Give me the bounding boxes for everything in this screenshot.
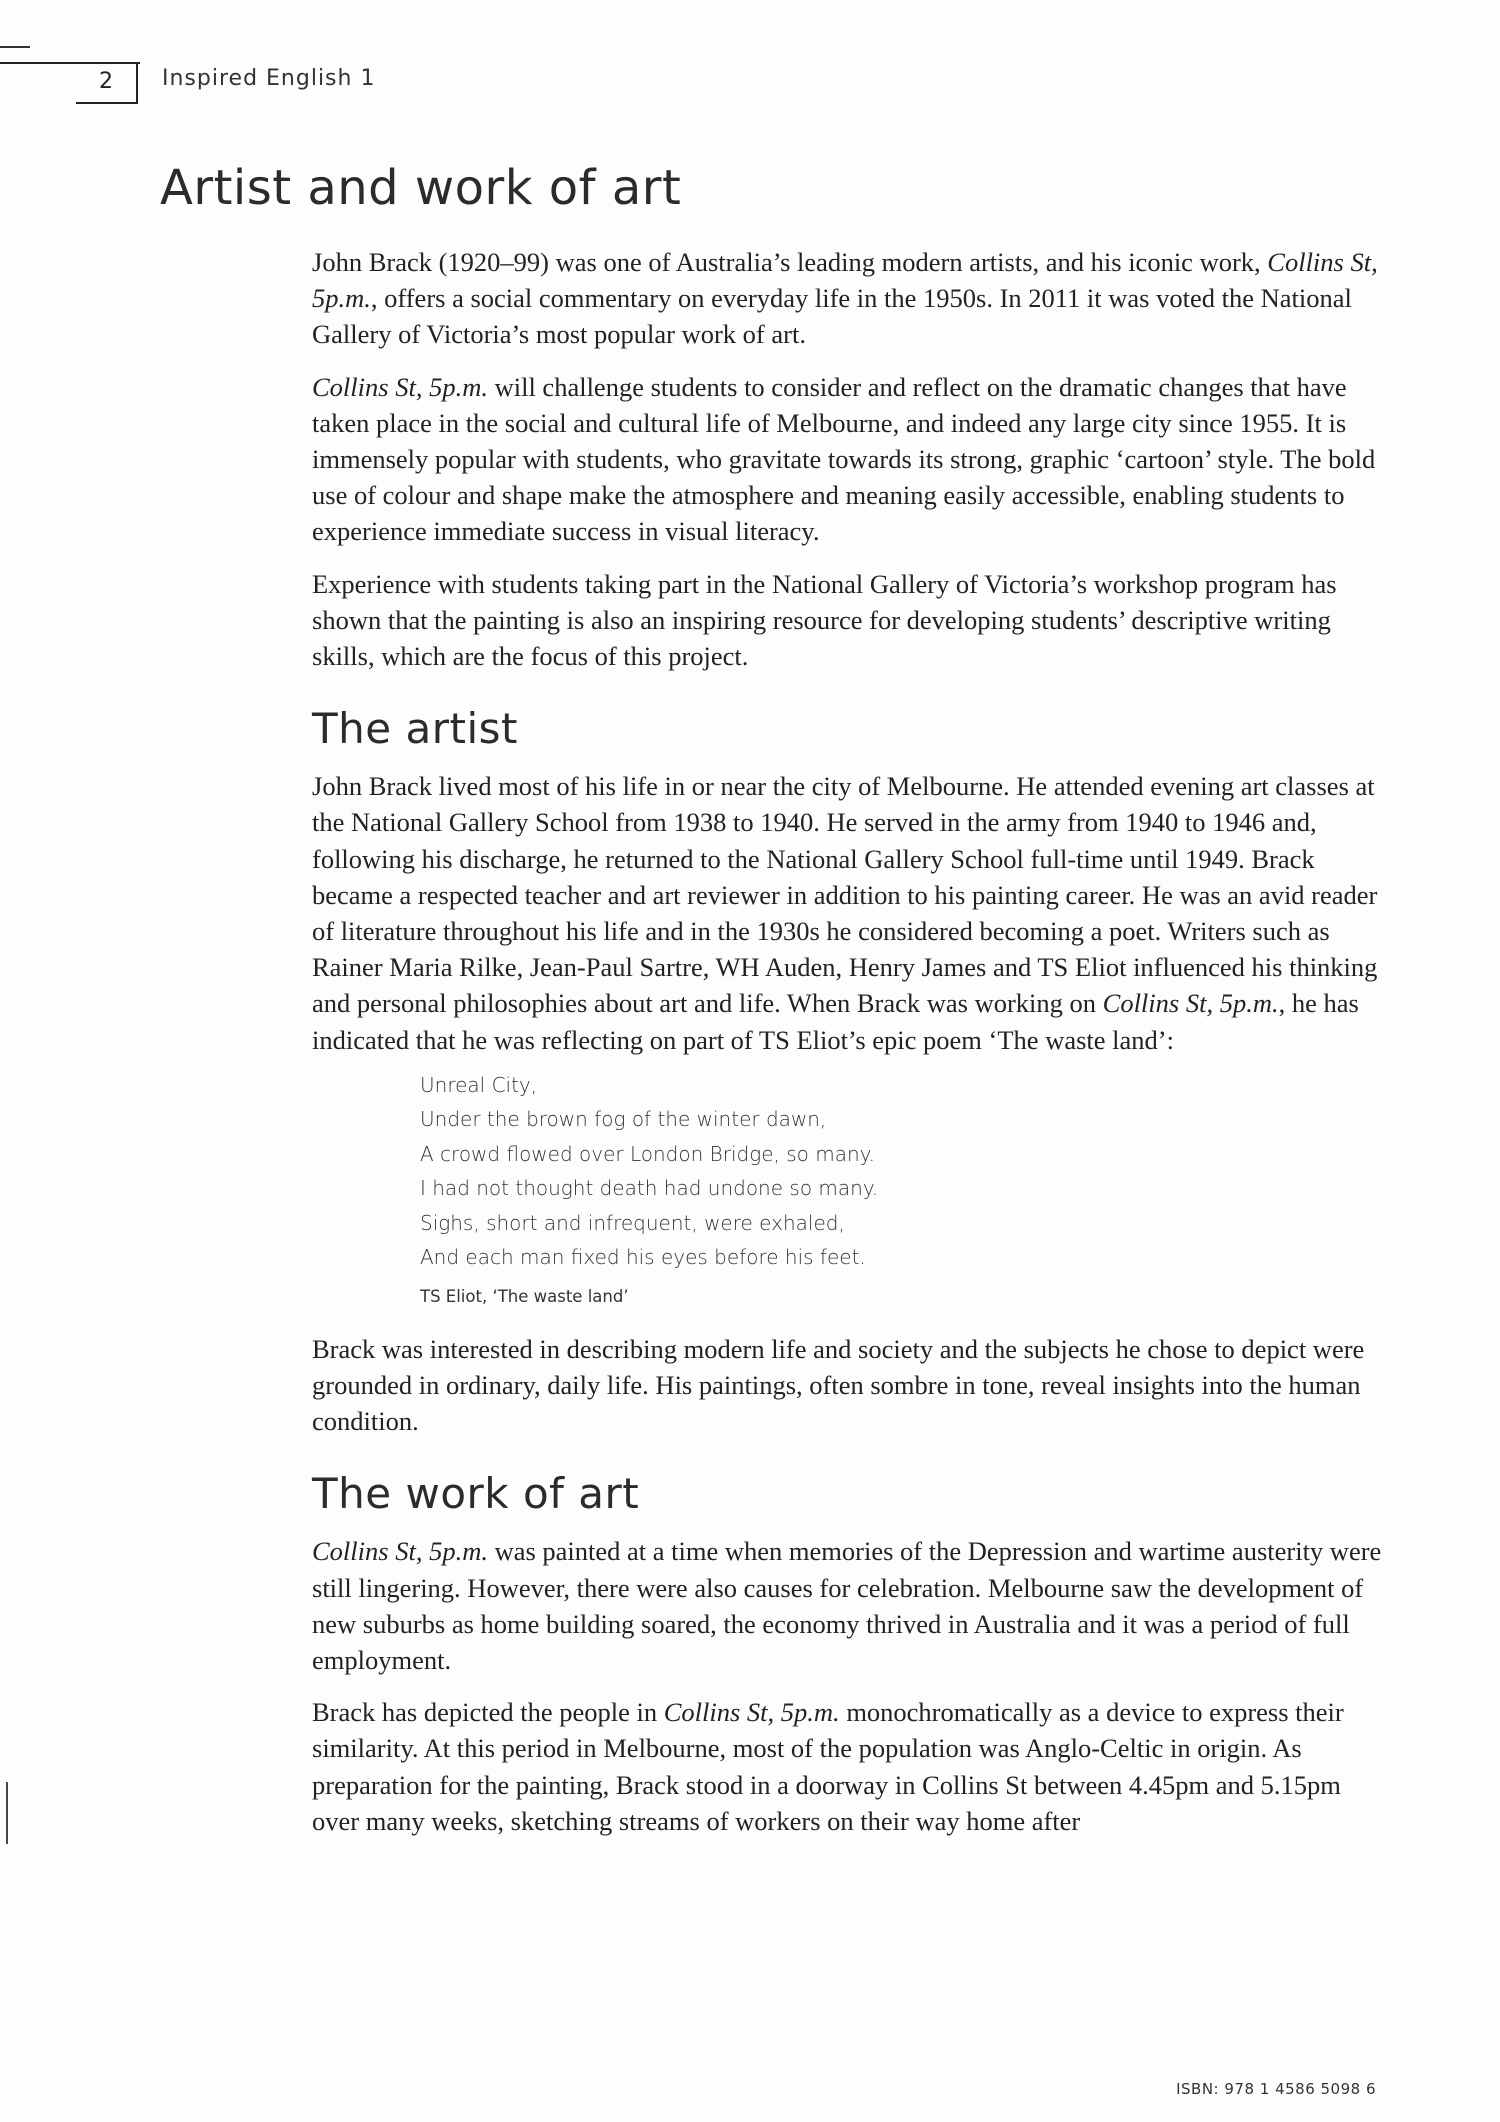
article-body (312, 244, 1392, 1855)
poem-line: Unreal City, (420, 1072, 538, 1097)
artist-paragraph-1 (312, 768, 1392, 1058)
artwork-title: Collins St, 5p.m. (312, 247, 1378, 314)
work-paragraph-1 (312, 1533, 1392, 1678)
poem-quote (420, 1068, 1392, 1275)
text-run: , offers a social commentary on everyday life in the 1950s. In 2011 it was voted the National Gallery of Victoria’s most popular work of art. (312, 283, 1352, 350)
artwork-title: Collins St, 5p.m. (663, 1697, 840, 1728)
section-heading-artist: The artist (312, 704, 518, 754)
text-run: Brack has depicted the people in (312, 1697, 664, 1728)
text-run: John Brack (1920–99) was one of Australia’s leading modern artists, and his iconic work, (312, 247, 1268, 277)
poem-line: And each man fixed his eyes before his feet. (420, 1245, 866, 1270)
intro-paragraph-2 (312, 369, 1392, 550)
section-heading-work: The work of art (312, 1469, 640, 1519)
page-title: Artist and work of art (160, 160, 682, 216)
page-number: 2 (76, 62, 138, 104)
text-run: was painted at a time when memories of the Depression and wartime austerity were still lingering. However, there were also causes for celebration. Melbourne saw the development of new suburbs as home building soared, the economy thrived in Australia and it was a period of full employment. (312, 1536, 1382, 1676)
book-title: Inspired English 1 (162, 66, 376, 91)
isbn: ISBN: 978 1 4586 5098 6 (1176, 2080, 1376, 2098)
scan-mark (0, 46, 30, 48)
text-run: , he has indicated that he was reflecting on part of TS Eliot’s epic poem ‘The waste land’: (312, 988, 1359, 1055)
artwork-title: Collins St, 5p.m. (312, 371, 488, 402)
artwork-title: Collins St, 5p.m. (312, 1536, 488, 1567)
poem-line: Sighs, short and infrequent, were exhaled, (420, 1210, 845, 1235)
poem-line: Under the brown fog of the winter dawn, (420, 1107, 827, 1132)
intro-paragraph-1 (312, 244, 1392, 353)
poem-line: I had not thought death had undone so many. (420, 1176, 879, 1201)
intro-paragraph-3: Experience with students taking part in the National Gallery of Victoria’s workshop program has shown that the painting is also an inspiring resource for developing students’ descriptive writing skills, which are the focus of this project. (312, 568, 1337, 672)
artwork-title: Collins St, 5p.m. (1102, 988, 1279, 1019)
text-run: will challenge students to consider and reflect on the dramatic changes that have taken place in the social and cultural life of Melbourne, and indeed any large city since 1955. It is immensely popular with students, who gravitate towards its strong, graphic ‘cartoon’ style. The bold use of colour and shape make the atmosphere and meaning easily accessible, enabling students to experience immediate success in visual literacy. (312, 371, 1376, 547)
text-run: John Brack lived most of his life in or near the city of Melbourne. He attended evening art classes at the National Gallery School from 1938 to 1940. He served in the army from 1940 to 1946 and, following his discharge, he returned to the National Gallery School full-time until 1949. Brack became a respected teacher and art reviewer in addition to his painting career. He was an avid reader of literature throughout his life and in the 1930s he considered becoming a poet. Writers such as Rainer Maria Rilke, Jean-Paul Sartre, WH Auden, Henry James and TS Eliot influenced his thinking and personal philosophies about art and life. When Brack was working on (312, 771, 1378, 1019)
work-paragraph-2 (312, 1694, 1392, 1839)
text-run: monochromatically as a device to express their similarity. At this period in Melbourne, most of the population was Anglo-Celtic in origin. As preparation for the painting, Brack stood in a doorway in Collins St between 4.45pm and 5.15pm over many weeks, sketching streams of workers on their way home after (312, 1697, 1344, 1836)
poem-line: A crowd flowed over London Bridge, so many. (420, 1141, 875, 1166)
poem-source: TS Eliot, ‘The waste land’ (420, 1286, 629, 1306)
artist-paragraph-2: Brack was interested in describing modern life and society and the subjects he chose to depict were grounded in ordinary, daily life. His paintings, often sombre in tone, reveal insights into the human condition. (312, 1333, 1365, 1437)
margin-mark (6, 1782, 8, 1844)
